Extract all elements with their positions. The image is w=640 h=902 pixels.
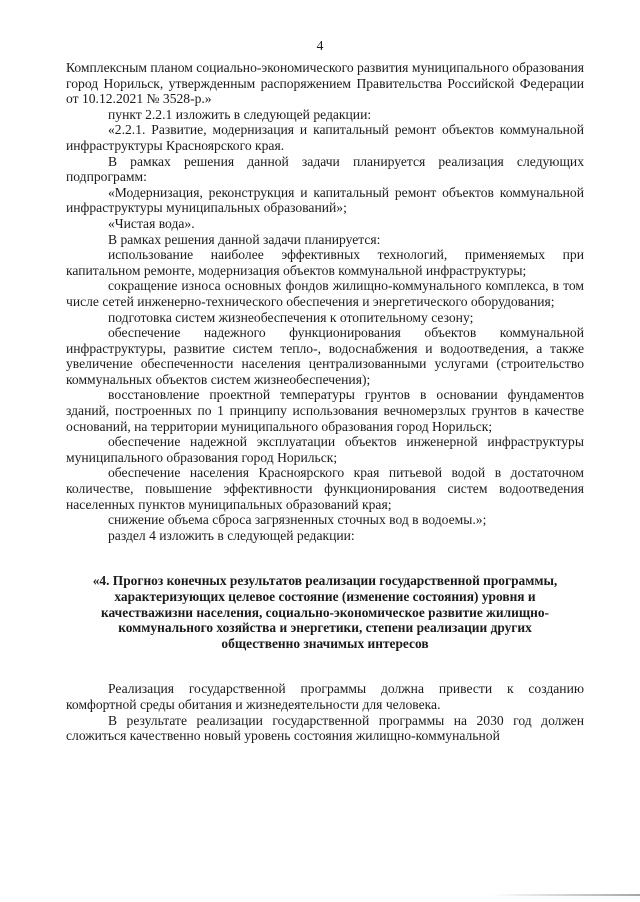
- intro-paragraph: Комплексным планом социально-экономического развития муниципального образования город Норильск, утвержденным распоряжением Правительства Российской Федерации от 10.12.2021 № 3528-р.»: [66, 60, 584, 107]
- section-4-instruction: раздел 4 изложить в следующей редакции:: [108, 527, 355, 543]
- subprograms-intro: В рамках решения данной задачи планируется реализация следующих подпрограмм:: [66, 153, 584, 185]
- plan-item: подготовка систем жизнеобеспечения к отопительному сезону;: [108, 309, 474, 325]
- subprogram-modernization: «Модернизация, реконструкция и капитальный ремонт объектов коммунальной инфраструктуры муниципальных образований»;: [66, 184, 584, 216]
- result-paragraph: В результате реализации государственной программы на 2030 год должен сложиться качественно новый уровень состояния жилищно-коммунальной: [66, 712, 584, 744]
- item-2-2-1-instruction: пункт 2.2.1 изложить в следующей редакции:: [108, 106, 372, 122]
- plans-intro: В рамках решения данной задачи планируется:: [108, 231, 381, 247]
- plan-item: снижение объема сброса загрязненных сточных вод в водоемы.»;: [108, 512, 487, 528]
- plan-item: восстановление проектной температуры грунтов в основании фундаментов зданий, построенных по 1 принципу использования вечномерзлых грунтов в качестве оснований, на территории муниципального образования город Норильск;: [66, 387, 584, 434]
- spacer: [66, 651, 584, 681]
- subprogram-clean-water: «Чистая вода».: [108, 215, 195, 231]
- plan-item: использование наиболее эффективных технологий, применяемых при капитальном ремонте, модернизация объектов коммунальной инфраструктуры;: [66, 247, 584, 278]
- plan-item: сокращение износа основных фондов жилищно-коммунального комплекса, в том числе сетей инженерно-технического обеспечения и энергетического оборудования;: [66, 278, 584, 309]
- plan-item: обеспечение населения Красноярского края питьевой водой в достаточном количестве, повышение эффективности функционирования систем водоотведения населенных пунктов муниципальных образований края;: [66, 465, 584, 512]
- page-number: 4: [316, 38, 324, 53]
- scan-edge-mark: [490, 894, 640, 896]
- plan-item: обеспечение надежной эксплуатации объектов инженерной инфраструктуры муниципального образования город Норильск;: [66, 434, 584, 465]
- document-body: [66, 60, 584, 744]
- section-4-heading: «4. Прогноз конечных результатов реализации государственной программы, характеризующих целевое состояние (изменение состояния) уровня и качестважизни населения, социально-экономическое развитие жилищно-коммунального хозяйства и энергетики, степени реализации других общественно значимых интересов: [92, 573, 558, 651]
- item-2-2-1-quote: «2.2.1. Развитие, модернизация и капитальный ремонт объектов коммунальной инфраструктуры Красноярского края.: [66, 122, 584, 153]
- plan-item: обеспечение надежного функционирования объектов коммунальной инфраструктуры, развитие систем тепло-, водоснабжения и водоотведения, а также увеличение обеспеченности населения централизованными услугами (строительство коммунальных объектов систем жизнеобеспечения);: [66, 325, 584, 387]
- result-paragraph: Реализация государственной программы должна привести к созданию комфортной среды обитания и жизнедеятельности для человека.: [66, 681, 584, 712]
- spacer: [66, 543, 584, 573]
